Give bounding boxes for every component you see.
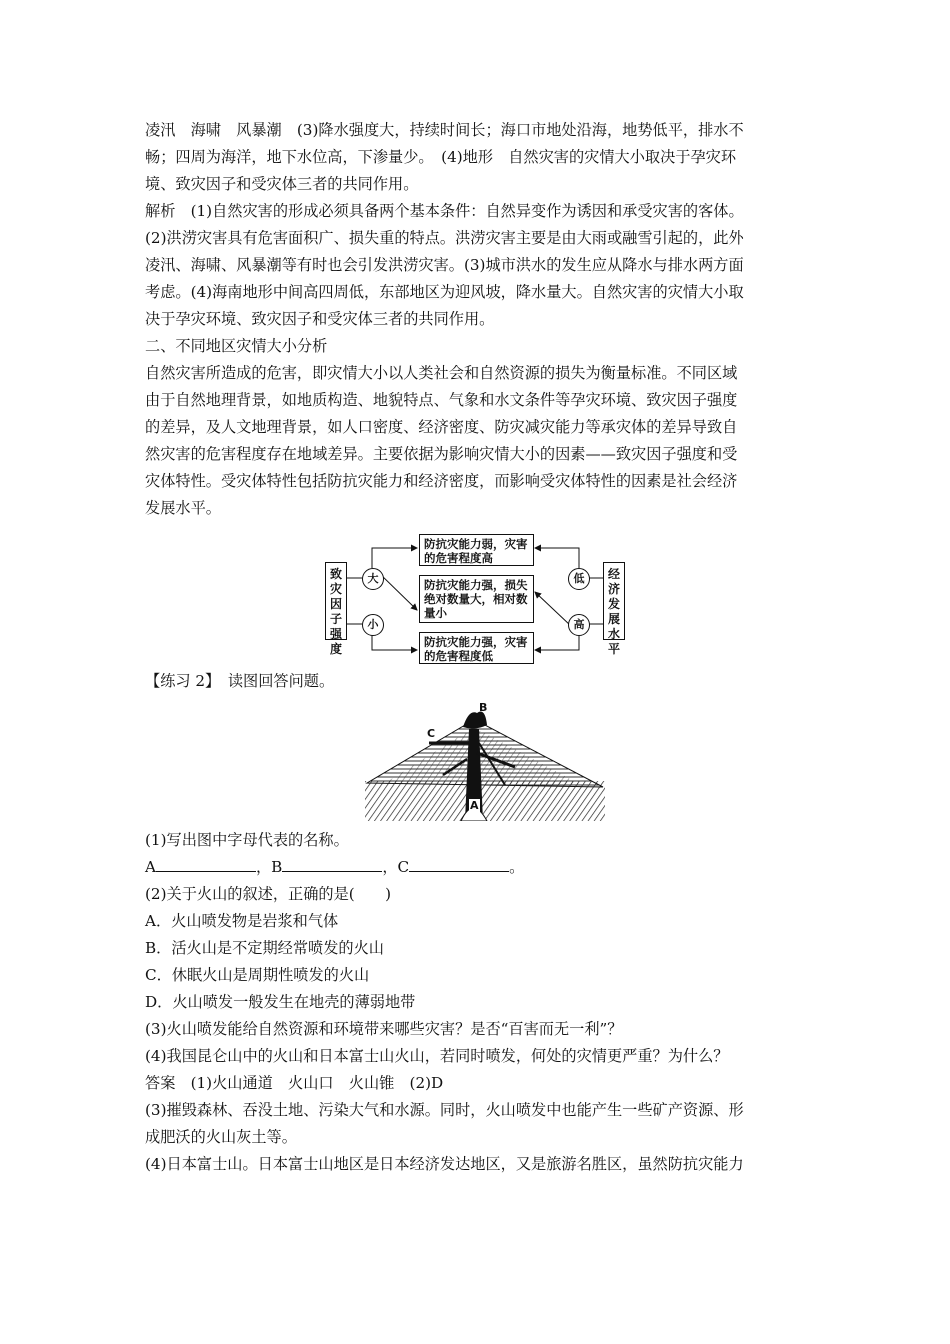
text-line: 凌汛 海啸 风暴潮 (3)降水强度大，持续时间长；海口市地处沿海，地势低平，排水不 bbox=[145, 121, 744, 139]
top-text-block bbox=[145, 117, 813, 522]
question-4: (4)我国昆仑山中的火山和日本富士山火山，若同时喷发，何处的灾情更严重？为什么？ bbox=[145, 1047, 729, 1065]
box-weak-high-damage: 防抗灾能力弱，灾害的危害程度高 bbox=[419, 534, 534, 566]
circle-low: 低 bbox=[568, 568, 590, 590]
question-1: (1)写出图中字母代表的名称。 bbox=[145, 831, 349, 849]
section-heading: 二、不同地区灾情大小分析 bbox=[145, 337, 328, 355]
answer-blank-c[interactable] bbox=[409, 856, 509, 872]
blank-label-c: ，C bbox=[382, 858, 410, 876]
analysis-line: 解析 (1)自然灾害的形成必须具备两个基本条件：自然异变作为诱因和承受灾害的客体。 bbox=[145, 202, 744, 220]
circle-small: 小 bbox=[362, 614, 384, 636]
option-a: A．火山喷发物是岩浆和气体 bbox=[145, 912, 339, 930]
answer-blank-a[interactable] bbox=[156, 856, 256, 872]
text-line: 自然灾害所造成的危害，即灾情大小以人类社会和自然资源的损失为衡量标准。不同区域 bbox=[145, 364, 738, 382]
document-page bbox=[145, 117, 813, 1178]
text-line: (2)洪涝灾害具有危害面积广、损失重的特点。洪涝灾害主要是由大雨或融雪引起的，此外 bbox=[145, 229, 744, 247]
circle-high: 高 bbox=[568, 614, 590, 636]
question-1-blanks bbox=[145, 854, 813, 881]
text-line: 由于自然地理背景，如地质构造、地貌特点、气象和水文条件等孕灾环境、致灾因子强度 bbox=[145, 391, 738, 409]
answer-blank-b[interactable] bbox=[282, 856, 382, 872]
answer-line: 答案 (1)火山通道 火山口 火山锥 (2)D bbox=[145, 1074, 444, 1092]
text-line: 决于孕灾环境、致灾因子和受灾体三者的共同作用。 bbox=[145, 310, 495, 328]
blank-end: 。 bbox=[509, 858, 525, 876]
answer-line: 成肥沃的火山灰土等。 bbox=[145, 1128, 297, 1146]
label-a: A bbox=[470, 799, 479, 812]
answer-line: (4)日本富士山。日本富士山地区是日本经济发达地区，又是旅游名胜区，虽然防抗灾能力 bbox=[145, 1155, 744, 1173]
option-c: C．休眠火山是周期性喷发的火山 bbox=[145, 966, 370, 984]
box-strong-large-loss: 防抗灾能力强，损失绝对数量大，相对数量小 bbox=[419, 575, 534, 623]
text-line: 发展水平。 bbox=[145, 499, 221, 517]
blank-label-b: ，B bbox=[255, 858, 283, 876]
text-line: 然灾害的危害程度存在地域差异。主要依据为影响灾情大小的因素——致灾因子强度和受 bbox=[145, 445, 738, 463]
answer-line: (3)摧毁森林、吞没土地、污染大气和水源。同时，火山喷发中也能产生一些矿产资源、形 bbox=[145, 1101, 744, 1119]
text-line: 境、致灾因子和受灾体三者的共同作用。 bbox=[145, 175, 419, 193]
volcano-figure bbox=[365, 703, 605, 821]
blank-label-a: A bbox=[145, 858, 156, 876]
text-line: 畅；四周为海洋，地下水位高，下渗量少。 (4)地形 自然灾害的灾情大小取决于孕灾环 bbox=[145, 148, 737, 166]
text-line: 凌汛、海啸、风暴潮等有时也会引发洪涝灾害。(3)城市洪水的发生应从降水与排水两方面 bbox=[145, 256, 744, 274]
label-c: C bbox=[427, 727, 436, 740]
text-line: 灾体特性。受灾体特性包括防抗灾能力和经济密度，而影响受灾体特性的因素是社会经济 bbox=[145, 472, 738, 490]
question-2: (2)关于火山的叙述，正确的是( ) bbox=[145, 885, 391, 903]
exercise-title: 【练习 2】 读图回答问题。 bbox=[145, 672, 335, 690]
label-disaster-factor-intensity: 致灾因子强度 bbox=[325, 562, 347, 640]
circle-large: 大 bbox=[362, 568, 384, 590]
label-economic-level: 经济发展水平 bbox=[603, 562, 625, 640]
volcano-cross-section bbox=[365, 703, 605, 821]
question-3: (3)火山喷发能给自然资源和环境带来哪些灾害？是否“百害而无一利”？ bbox=[145, 1020, 623, 1038]
option-b: B．活火山是不定期经常喷发的火山 bbox=[145, 939, 384, 957]
text-line: 考虑。(4)海南地形中间高四周低，东部地区为迎风坡，降水量大。自然灾害的灾情大小取 bbox=[145, 283, 744, 301]
text-line: 的差异，及人文地理背景，如人口密度、经济密度、防灾减灾能力等承灾体的差异导致自 bbox=[145, 418, 738, 436]
box-strong-low-damage: 防抗灾能力强，灾害的危害程度低 bbox=[419, 632, 534, 664]
label-b: B bbox=[479, 701, 488, 714]
option-d: D．火山喷发一般发生在地壳的薄弱地带 bbox=[145, 993, 416, 1011]
disaster-factor-diagram bbox=[325, 532, 625, 662]
